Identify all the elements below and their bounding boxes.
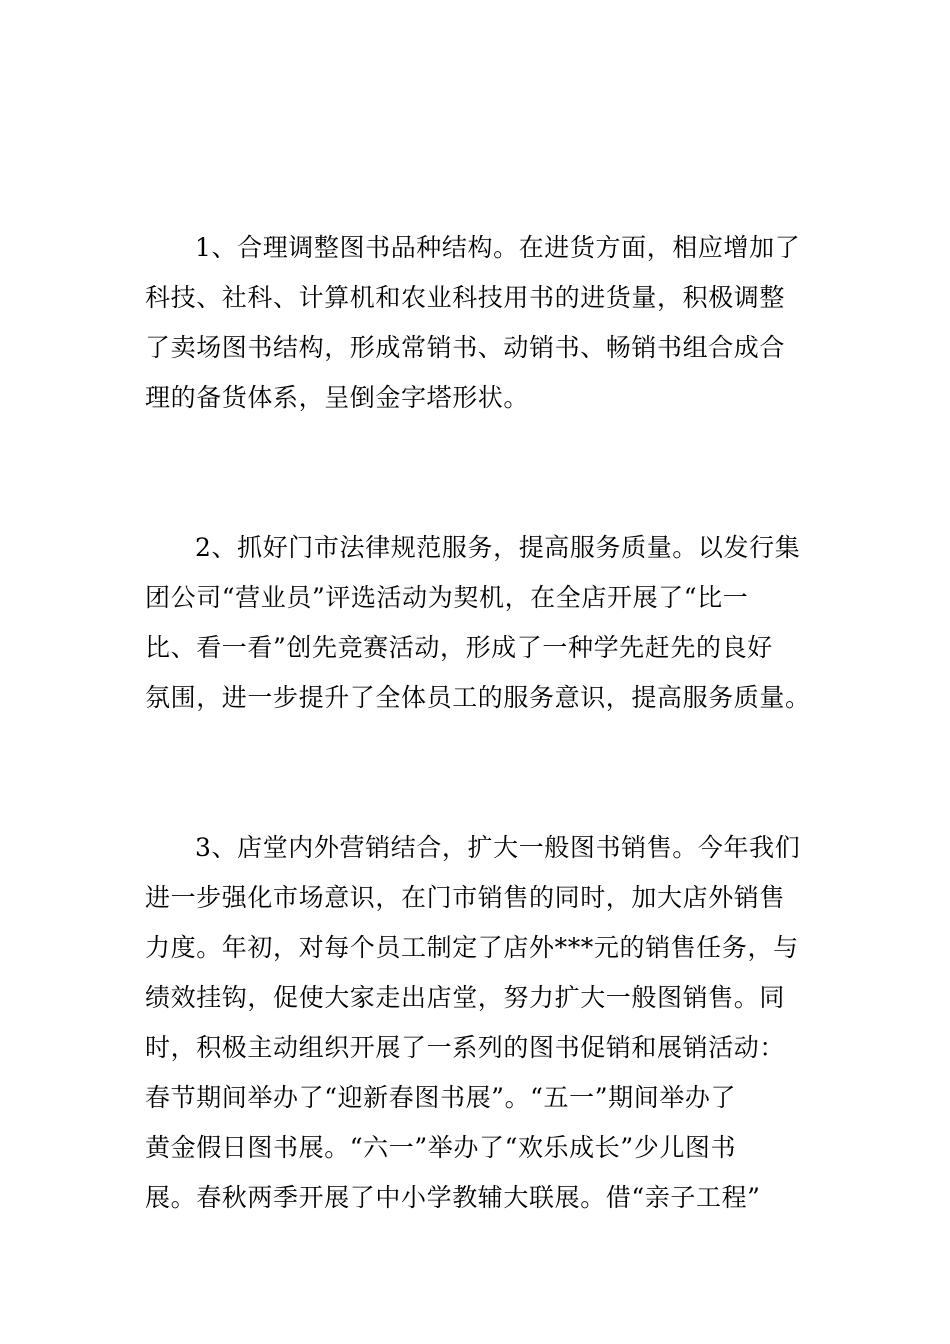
paragraph-3-line-7: 黄金假日图书展。“六一”举办了“欢乐成长”少儿图书 bbox=[145, 1133, 737, 1162]
paragraph-3-line-5: 时，积极主动组织开展了一系列的图书促销和展销活动： bbox=[145, 1033, 786, 1062]
paragraph-2-line-3: 比、看一看”创先竞赛活动，形成了一种学先赶先的良好 bbox=[145, 633, 773, 662]
paragraph-3-line-2: 进一步强化市场意识，在门市销售的同时，加大店外销售 bbox=[145, 883, 786, 912]
paragraph-1-line-3: 了卖场图书结构，形成常销书、动销书、畅销书组合成合 bbox=[145, 333, 786, 362]
paragraph-3-line-3: 力度。年初，对每个员工制定了店外***元的销售任务，与 bbox=[145, 933, 799, 962]
paragraph-3-line-4: 绩效挂钩，促使大家走出店堂，努力扩大一般图销售。同 bbox=[145, 983, 786, 1012]
paragraph-1-line-1: 1、合理调整图书品种结构。在进货方面，相应增加了 bbox=[195, 233, 801, 262]
paragraph-2-line-2: 团公司“营业员”评选活动为契机，在全店开展了“比一 bbox=[145, 583, 749, 612]
paragraph-2-line-1: 2、抓好门市法律规范服务，提高服务质量。以发行集 bbox=[195, 533, 801, 562]
paragraph-3-line-1: 3、店堂内外营销结合，扩大一般图书销售。今年我们 bbox=[195, 833, 801, 862]
paragraph-3-line-6: 春节期间举办了“迎新春图书展”。“五一”期间举办了 bbox=[145, 1083, 737, 1112]
paragraph-1-line-4: 理的备货体系，呈倒金字塔形状。 bbox=[145, 383, 530, 412]
paragraph-2-line-4: 氛围，进一步提升了全体员工的服务意识，提高服务质量。 bbox=[145, 683, 811, 712]
paragraph-1-line-2: 科技、社科、计算机和农业科技用书的进货量，积极调整 bbox=[145, 283, 786, 312]
paragraph-3-line-8: 展。春秋两季开展了中小学教辅大联展。借“亲子工程” bbox=[145, 1183, 761, 1212]
